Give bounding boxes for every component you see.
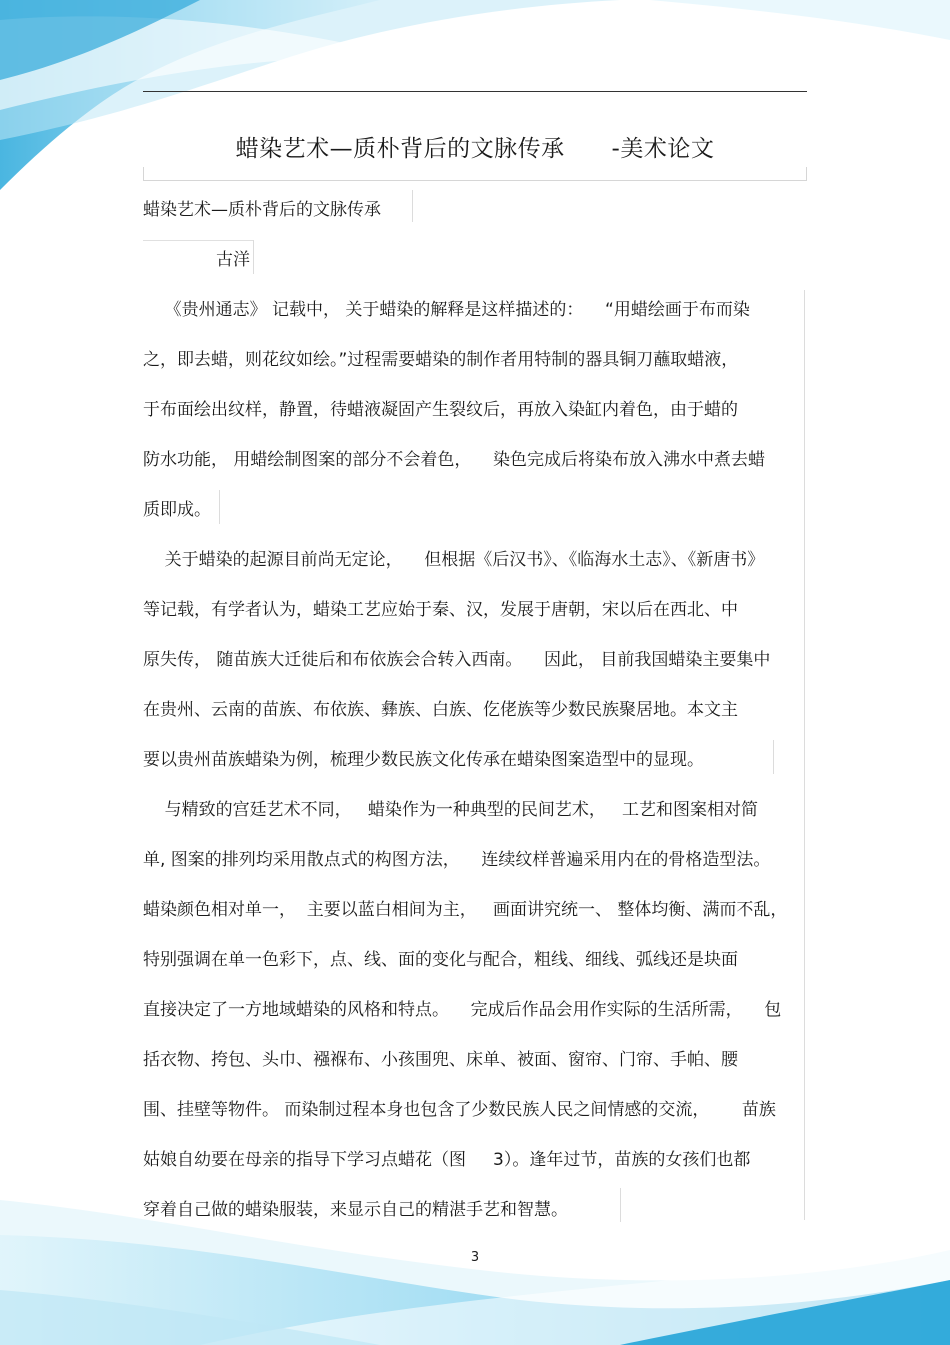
body-line: 穿着自己做的蜡染服装，来显示自己的精湛手艺和智慧。 [143,1200,568,1220]
frame-edge [773,740,774,774]
right-frame-edge [804,290,805,1220]
body-line: 等记载，有学者认为，蜡染工艺应始于秦、汉，发展于唐朝，宋以后在西北、中 [143,600,738,620]
body-line: 蜡染颜色相对单一， 主要以蓝白相间为主， 画面讲究统一、 整体均衡、满而不乱， [143,900,788,920]
body-line: 要以贵州苗族蜡染为例，梳理少数民族文化传承在蜡染图案造型中的显现。 [143,750,704,770]
frame-edge [253,240,254,274]
body-line: 姑娘自幼要在母亲的指导下学习点蜡花（图 3）。逢年过节，苗族的女孩们也都 [143,1150,751,1170]
body-line: 于布面绘出纹样，静置，待蜡液凝固产生裂纹后，再放入染缸内着色，由于蜡的 [143,400,738,420]
frame-edge [620,1188,621,1222]
article-subtitle: 蜡染艺术—质朴背后的文脉传承 [143,200,381,220]
document-title: 蜡染艺术—质朴背后的文脉传承 -美术论文 [235,136,715,162]
header-rule [143,91,807,92]
body-line: 《贵州通志》 记载中， 关于蜡染的解释是这样描述的： “用蜡绘画于布而染 [143,300,750,320]
frame-edge [143,240,253,241]
body-line: 围、挂壁等物件。 而染制过程本身也包含了少数民族人民之间情感的交流， 苗族 [143,1100,776,1120]
author-name: 古洋 [216,250,250,270]
frame-edge [219,490,220,524]
frame-edge [412,190,413,222]
body-line: 特别强调在单一色彩下，点、线、面的变化与配合，粗线、细线、弧线还是块面 [143,950,738,970]
body-line: 直接决定了一方地域蜡染的风格和特点。 完成后作品会用作实际的生活所需， 包 [143,1000,782,1020]
body-line: 防水功能， 用蜡绘制图案的部分不会着色， 染色完成后将染布放入沸水中煮去蜡 [143,450,766,470]
page-number: 3 [470,1250,480,1265]
body-line: 关于蜡染的起源目前尚无定论， 但根据《后汉书》、《临海水土志》、《新唐书》 [143,550,765,570]
body-line: 单, 图案的排列均采用散点式的构图方法， 连续纹样普遍采用内在的骨格造型法。 [143,850,771,870]
body-line: 质即成。 [143,500,211,520]
body-line: 括衣物、挎包、头巾、襁褓布、小孩围兜、床单、被面、窗帘、门帘、手帕、腰 [143,1050,738,1070]
body-line: 原失传， 随苗族大迁徙后和布依族会合转入西南。 因此， 目前我国蜡染主要集中 [143,650,771,670]
title-underline-box [143,167,807,181]
body-line: 与精致的宫廷艺术不同， 蜡染作为一种典型的民间艺术， 工艺和图案相对简 [143,800,759,820]
body-line: 之，即去蜡，则花纹如绘。”过程需要蜡染的制作者用特制的器具铜刀蘸取蜡液， [143,350,739,370]
body-line: 在贵州、云南的苗族、布依族、彝族、白族、仡佬族等少数民族聚居地。本文主 [143,700,738,720]
